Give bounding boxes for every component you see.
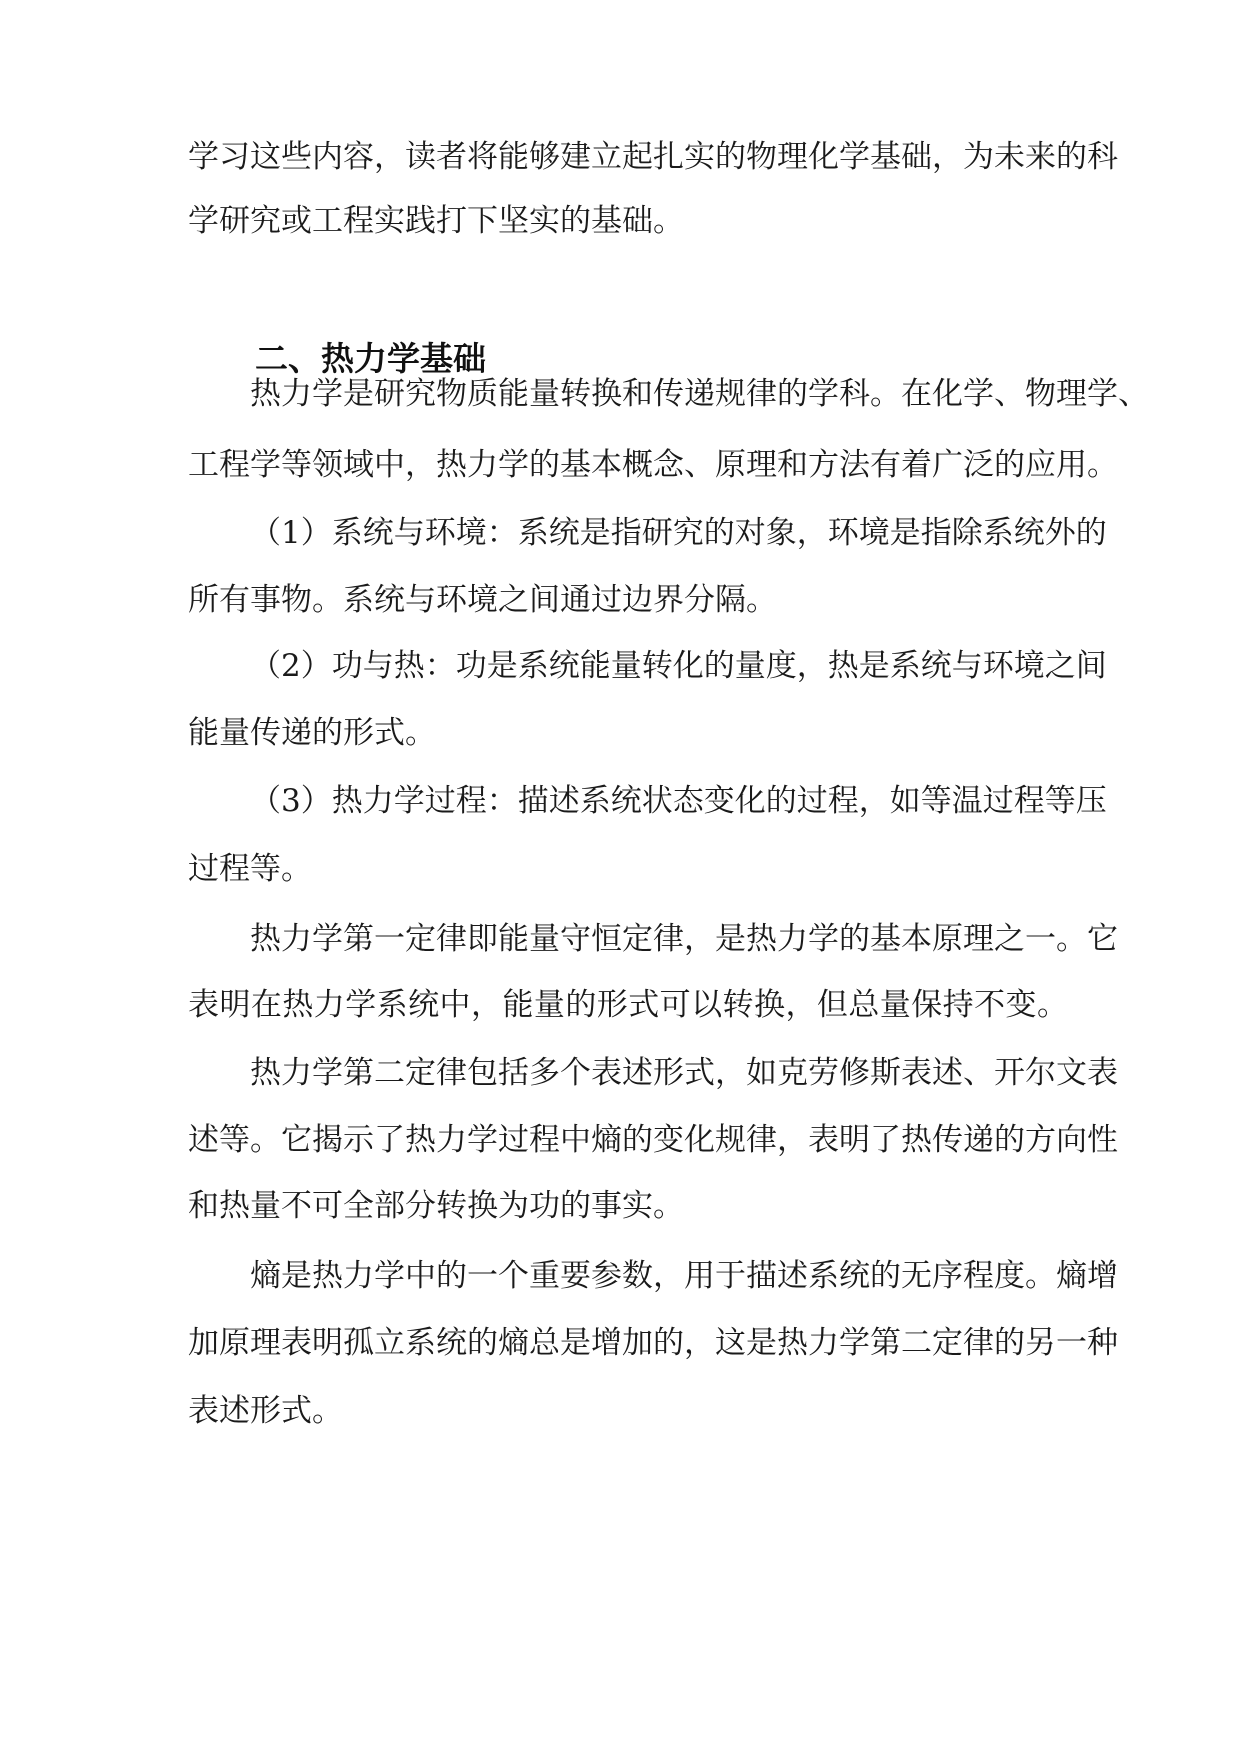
paragraph-6-line-2: 述等。它揭示了热力学过程中熵的变化规律，表明了热传递的方向性: [188, 1122, 1118, 1158]
paragraph-7-line-2: 加原理表明孤立系统的熵总是增加的，这是热力学第二定律的另一种: [188, 1325, 1118, 1361]
paragraph-6-line-3: 和热量不可全部分转换为功的事实。: [188, 1188, 684, 1224]
paragraph-3-line-2: 能量传递的形式。: [188, 715, 436, 751]
paragraph-4-line-1: （3）热力学过程：描述系统状态变化的过程，如等温过程等压: [250, 783, 1107, 819]
paragraph-3-line-1: （2）功与热：功是系统能量转化的量度，热是系统与环境之间: [250, 648, 1107, 684]
paragraph-7-line-1: 熵是热力学中的一个重要参数，用于描述系统的无序程度。熵增: [250, 1258, 1118, 1294]
paragraph-6-line-1: 热力学第二定律包括多个表述形式，如克劳修斯表述、开尔文表: [250, 1055, 1118, 1091]
paragraph-4-line-2: 过程等。: [188, 851, 312, 887]
paragraph-2-line-2: 所有事物。系统与环境之间通过边界分隔。: [188, 582, 777, 618]
intro-line-1: 学习这些内容，读者将能够建立起扎实的物理化学基础，为未来的科: [188, 139, 1118, 175]
intro-line-2: 学研究或工程实践打下坚实的基础。: [188, 203, 684, 239]
paragraph-1-line-2: 工程学等领域中，热力学的基本概念、原理和方法有着广泛的应用。: [188, 447, 1118, 483]
paragraph-5-line-1: 热力学第一定律即能量守恒定律，是热力学的基本原理之一。它: [250, 921, 1118, 957]
paragraph-7-line-3: 表述形式。: [188, 1393, 343, 1429]
paragraph-5-line-2: 表明在热力学系统中，能量的形式可以转换，但总量保持不变。: [188, 987, 1068, 1023]
section-title: 二、热力学基础: [255, 339, 486, 378]
paragraph-1-line-1: 热力学是研究物质能量转换和传递规律的学科。在化学、物理学、: [250, 376, 1149, 412]
paragraph-2-line-1: （1）系统与环境：系统是指研究的对象，环境是指除系统外的: [250, 515, 1107, 551]
